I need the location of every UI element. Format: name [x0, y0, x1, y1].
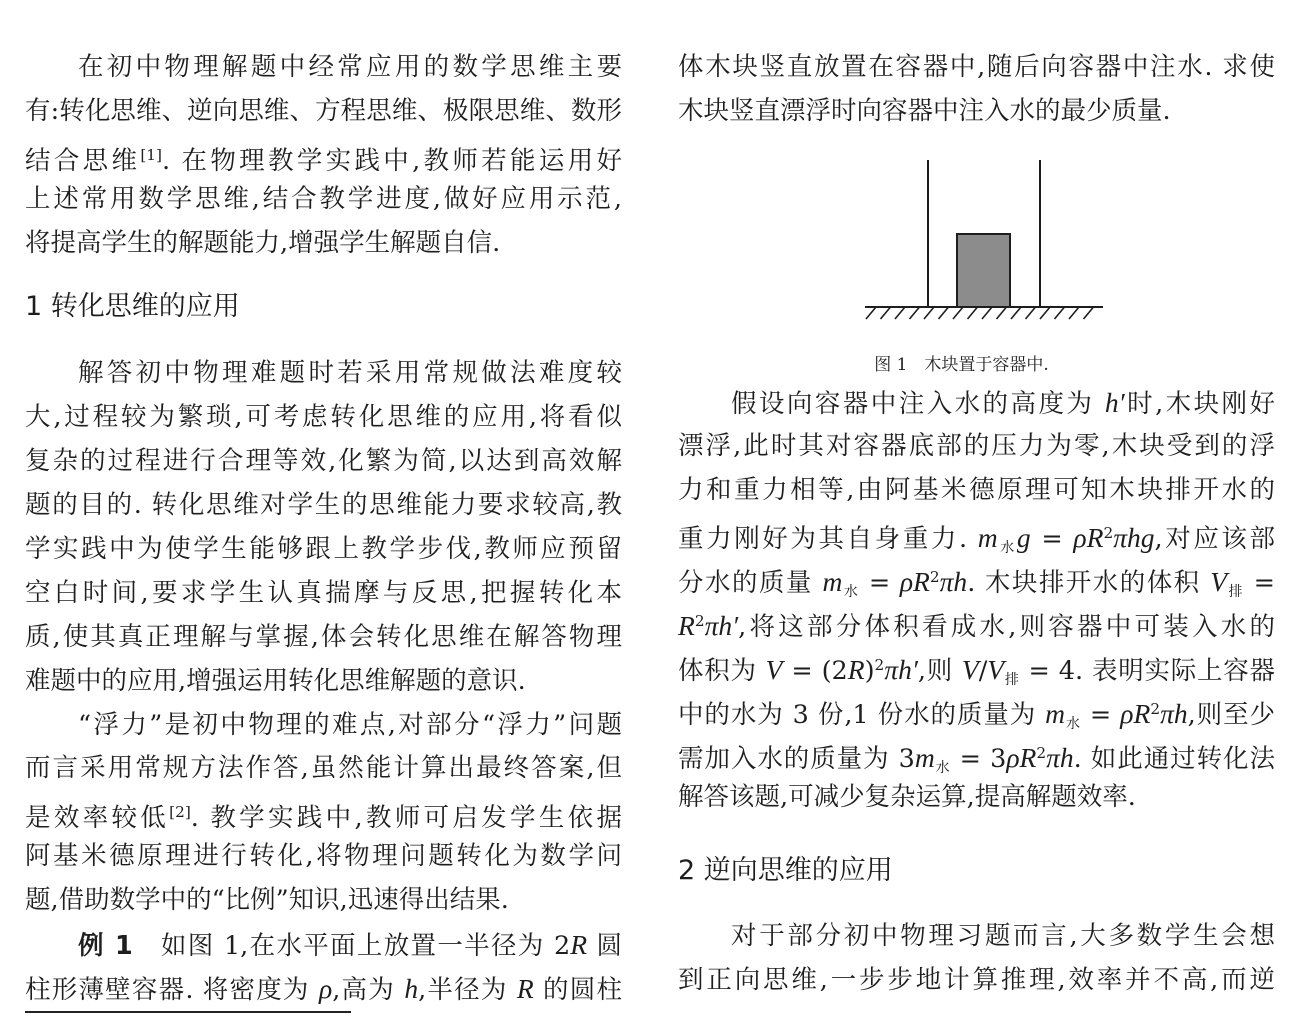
text-line	[678, 600, 1275, 644]
math-run: 水	[934, 759, 951, 776]
text-run: 木块竖直漂浮时向容器中注入水的最少质量.	[678, 95, 1171, 126]
text-run: 中的水为 3 份,1 份水的质量为	[678, 700, 1046, 731]
citation-ref: [2]	[169, 803, 191, 822]
text-run: 是效率较低	[25, 803, 170, 834]
text-run: =	[1244, 568, 1275, 599]
text-run: . 如此通过转化法	[1073, 744, 1275, 775]
text-run: 空白时间,要求学生认真揣摩与反思,把握转化本	[25, 577, 622, 608]
math-run: 2	[874, 656, 885, 675]
hatch-mark	[1026, 307, 1036, 319]
math-run: ρR	[1006, 742, 1037, 774]
text-line	[25, 528, 622, 572]
paragraph-conversion-thinking	[25, 352, 622, 703]
text-run: = (2	[782, 656, 848, 687]
footnote-separator	[25, 1011, 351, 1013]
text-run: 解答初中物理难题时若采用常规做法难度较	[78, 358, 622, 389]
figure-caption: 图 1 木块置于容器中.	[874, 354, 1049, 375]
math-run: ρR	[899, 566, 930, 598]
math-run: V	[961, 654, 979, 686]
math-run: g	[1016, 522, 1031, 554]
text-line	[678, 959, 1275, 1003]
hatch-mark	[910, 307, 920, 319]
text-run: = 3	[950, 744, 1007, 775]
math-run: πh′	[884, 654, 918, 686]
math-run: h′	[1104, 386, 1125, 418]
text-line	[25, 178, 622, 222]
text-run: 而言采用常规方法作答,虽然能计算出最终答案,但	[25, 753, 622, 784]
math-run: 2	[1103, 524, 1114, 543]
text-run: “浮力”是初中物理的难点,对部分“浮力”问题	[78, 709, 622, 740]
math-run: h	[404, 972, 419, 1004]
text-line	[678, 46, 1275, 90]
text-line	[25, 440, 622, 484]
math-run: R	[847, 654, 865, 686]
text-run: 假设向容器中注入水的高度为	[731, 388, 1105, 419]
math-run: R	[516, 972, 534, 1004]
math-run: m	[914, 742, 935, 774]
text-run: /	[978, 656, 988, 687]
text-run: ,将这部分体积看成水,则容器中可装入水的	[738, 612, 1275, 643]
math-run: πh	[939, 566, 968, 598]
text-line	[25, 923, 622, 967]
math-run: m	[1045, 698, 1066, 730]
text-run: 难题中的应用,增强运用转化思维解题的意识.	[25, 665, 526, 696]
paragraph-example-1-continued	[678, 46, 1275, 134]
hatch-mark	[881, 307, 891, 319]
text-line	[25, 616, 622, 660]
text-run: =	[1030, 524, 1074, 555]
paragraph-buoyancy	[25, 704, 622, 923]
text-line	[678, 469, 1275, 513]
right-column	[678, 46, 1275, 1002]
text-run: ,高为	[332, 974, 405, 1005]
math-run: V	[1210, 566, 1228, 598]
text-line	[678, 381, 1275, 425]
paragraph-reverse-thinking	[678, 915, 1275, 1003]
hatch-mark	[1084, 307, 1094, 319]
hatch-mark	[1040, 307, 1050, 319]
math-run: V	[765, 654, 783, 686]
text-line	[25, 484, 622, 528]
text-line	[25, 704, 622, 748]
text-line	[678, 732, 1275, 776]
text-line	[678, 425, 1275, 469]
text-line	[25, 660, 622, 704]
text-run: )	[864, 656, 875, 687]
text-line	[25, 46, 622, 90]
text-run: 质,使其真正理解与掌握,体会转化思维在解答物理	[25, 621, 622, 652]
text-run: = 4. 表明实际上容器	[1019, 656, 1276, 687]
text-run: 对于部分初中物理习题而言,大多数学生会想	[731, 920, 1275, 951]
hatch-mark	[968, 307, 978, 319]
math-run: R	[678, 610, 695, 642]
text-line	[678, 556, 1275, 600]
text-run: 圆	[587, 931, 623, 962]
ground-hatching	[866, 307, 1094, 319]
math-run: m	[822, 566, 843, 598]
text-run: 结合思维	[25, 145, 141, 176]
math-run: πhg	[1113, 522, 1155, 554]
text-run: 分水的质量	[678, 568, 823, 599]
text-line	[25, 835, 622, 879]
paragraph-intro	[25, 46, 622, 265]
hatch-mark	[982, 307, 992, 319]
paragraph-example-1	[25, 923, 622, 1011]
text-line	[25, 396, 622, 440]
math-run: ρR	[1073, 522, 1104, 554]
hatch-mark	[1069, 307, 1079, 319]
math-run: m	[977, 522, 998, 554]
math-run: ρ	[318, 972, 333, 1004]
text-run: 解答该题,可减少复杂运算,提高解题效率.	[678, 781, 1136, 812]
text-run: 漂浮,此时其对容器底部的压力为零,木块受到的浮	[678, 430, 1275, 461]
wood-block	[957, 234, 1010, 307]
hatch-mark	[866, 307, 876, 319]
paragraph-solution	[678, 381, 1275, 820]
text-run: ,则	[917, 656, 962, 687]
math-run: 例 1	[78, 931, 133, 962]
text-run: 复杂的过程进行合理等效,化繁为简,以达到高效解	[25, 446, 622, 477]
section-heading-2: 2 逆向思维的应用	[678, 854, 893, 886]
text-line	[678, 512, 1275, 556]
math-run: 2	[929, 568, 940, 587]
math-run: πh	[1160, 698, 1188, 730]
left-column	[25, 46, 622, 1011]
text-run: 在初中物理解题中经常应用的数学思维主要	[78, 52, 622, 82]
text-line	[25, 222, 622, 266]
text-run: ,则至少	[1187, 700, 1275, 731]
math-run: ρR	[1120, 698, 1151, 730]
text-run: =	[859, 568, 900, 599]
text-line	[25, 572, 622, 616]
text-line	[678, 776, 1275, 820]
text-run: 时,木块刚好	[1124, 388, 1276, 419]
math-run: 2	[694, 612, 705, 631]
text-run: . 教学实践中,教师可启发学生依据	[190, 803, 622, 834]
text-line	[25, 791, 622, 835]
text-run: 的圆柱	[533, 974, 623, 1005]
math-run: R	[570, 929, 588, 961]
container-diagram	[860, 150, 1110, 325]
text-line	[678, 644, 1275, 688]
hatch-mark	[1055, 307, 1065, 319]
text-line	[25, 352, 622, 396]
text-run: 题,借助数学中的“比例”知识,迅速得出结果.	[25, 885, 509, 916]
figure-1	[678, 134, 1275, 350]
text-line	[678, 688, 1275, 732]
math-run: 水	[1065, 716, 1081, 733]
text-run: 上述常用数学思维,结合教学进度,做好应用示范,	[25, 183, 622, 214]
math-run: 排	[1227, 584, 1245, 601]
text-run: 体木块竖直放置在容器中,随后向容器中注水. 求使	[678, 52, 1275, 82]
text-line	[25, 967, 622, 1011]
text-run: 体积为	[678, 656, 766, 687]
text-run: . 在物理教学实践中,教师若能运用好	[161, 145, 622, 176]
text-run: 重力刚好为其自身重力.	[678, 524, 978, 555]
hatch-mark	[924, 307, 934, 319]
text-run: ,半径为	[418, 974, 517, 1005]
text-run: 题的目的. 转化思维对学生的思维能力要求较高,教	[25, 490, 622, 521]
text-line	[25, 879, 622, 923]
text-line	[25, 747, 622, 791]
text-run: 学实践中为使学生能够跟上教学步伐,教师应预留	[25, 534, 622, 565]
math-run: 2	[1036, 743, 1047, 762]
math-run: 水	[997, 540, 1017, 557]
text-run: 需加入水的质量为 3	[678, 744, 915, 775]
text-run: =	[1080, 700, 1121, 731]
citation-ref: [1]	[140, 145, 162, 164]
section-heading-1: 1 转化思维的应用	[25, 291, 240, 323]
hatch-mark	[1011, 307, 1021, 319]
text-run: 到正向思维,一步步地计算推理,效率并不高,而逆	[678, 964, 1275, 995]
math-run: V	[987, 654, 1005, 686]
text-run: 有:转化思维、逆向思维、方程思维、极限思维、数形	[25, 95, 622, 126]
text-run: 柱形薄壁容器. 将密度为	[25, 974, 319, 1005]
text-run: 如图 1,在水平面上放置一半径为 2	[132, 931, 571, 962]
text-run: 大,过程较为繁琐,可考虑转化思维的应用,将看似	[25, 402, 622, 433]
math-run: πh	[1046, 742, 1074, 774]
text-line	[678, 90, 1275, 134]
text-line	[25, 134, 622, 178]
math-run: πh′	[704, 610, 739, 642]
math-run: 2	[1150, 700, 1161, 719]
text-run: . 木块排开水的体积	[967, 568, 1211, 599]
hatch-mark	[953, 307, 963, 319]
hatch-mark	[939, 307, 949, 319]
math-run: 排	[1004, 672, 1020, 689]
text-run: 将提高学生的解题能力,增强学生解题自信.	[25, 227, 501, 258]
text-line	[25, 90, 622, 134]
hatch-mark	[895, 307, 905, 319]
text-run: ,对应该部	[1154, 524, 1276, 555]
text-run: 阿基米德原理进行转化,将物理问题转化为数学问	[25, 841, 622, 872]
hatch-mark	[997, 307, 1007, 319]
math-run: 水	[842, 584, 860, 601]
text-run: 力和重力相等,由阿基米德原理可知木块排开水的	[678, 474, 1275, 505]
text-line	[678, 915, 1275, 959]
